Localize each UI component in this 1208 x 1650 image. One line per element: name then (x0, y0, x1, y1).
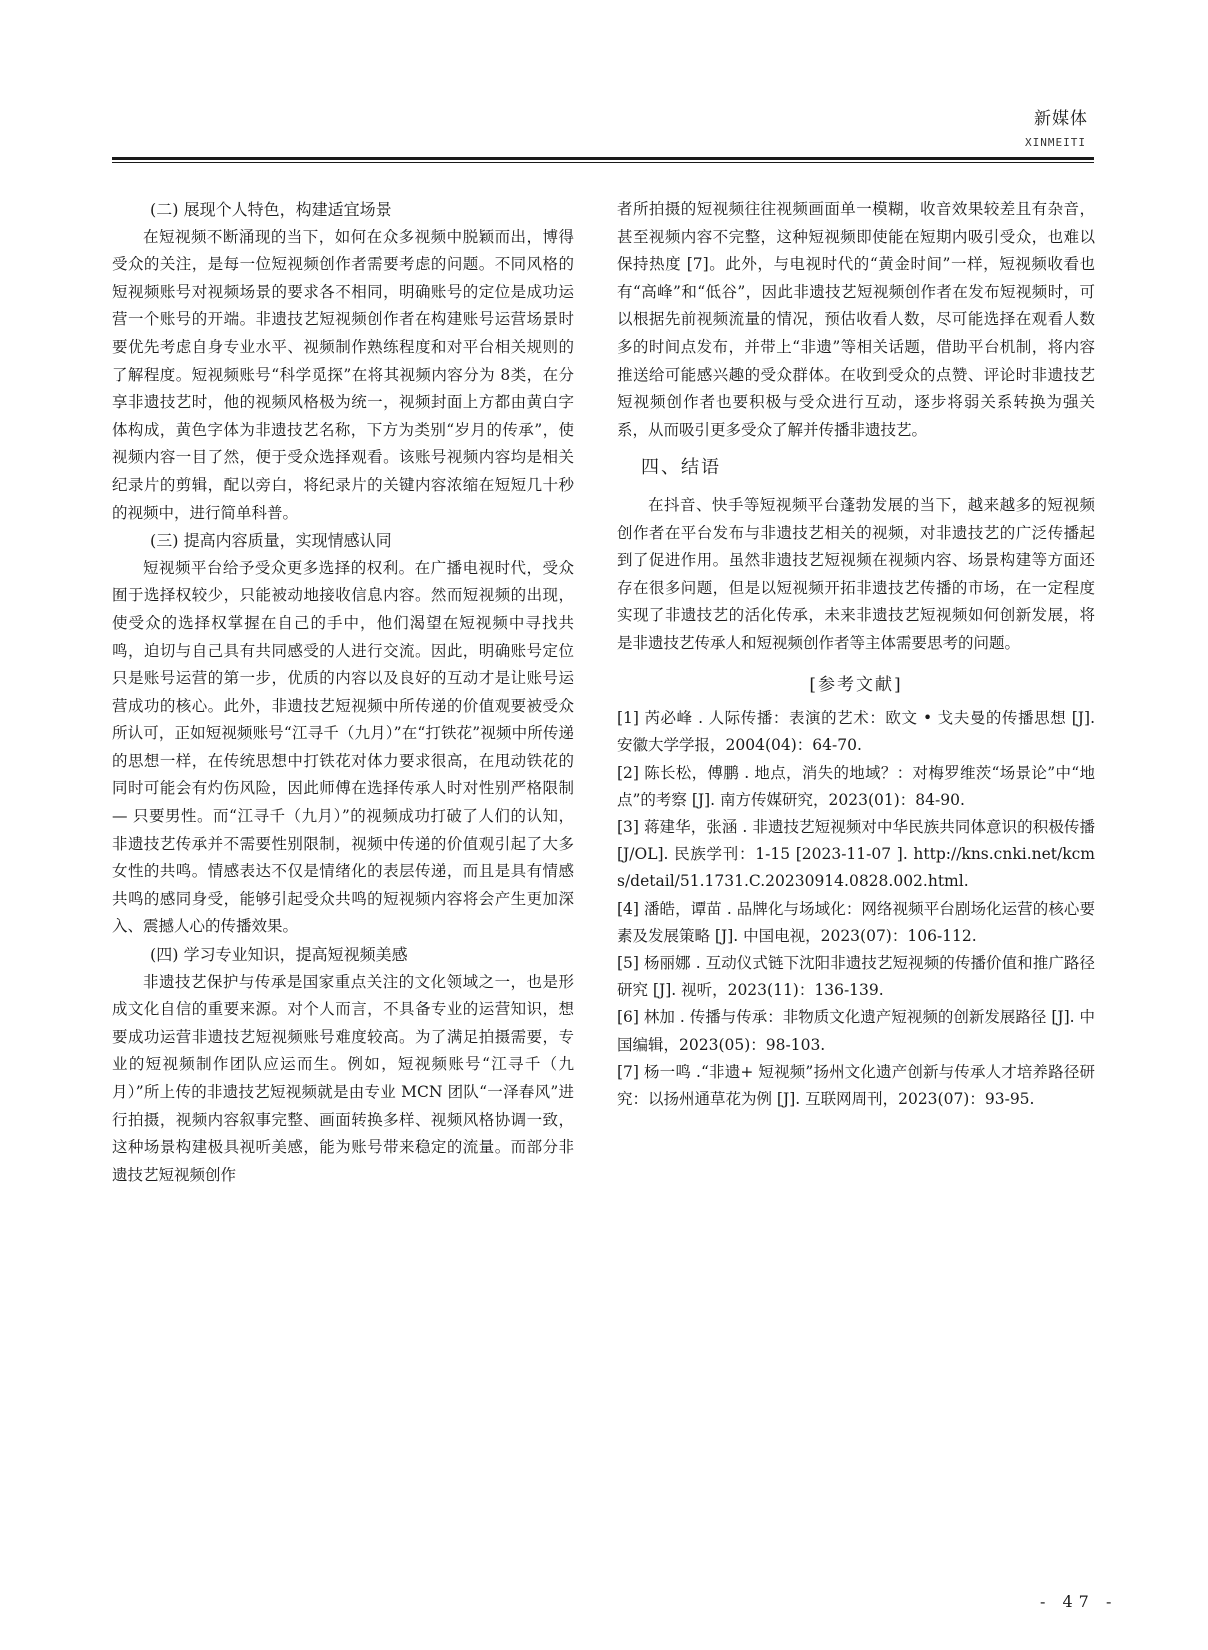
reference-item: [2] 陈长松，傅鹏 . 地点，消失的地域？：对梅罗维茨“场景论”中“地点”的考察 [J]. 南方传媒研究，2023(01)：84-90. (617, 763, 1095, 809)
journal-section-pinyin: XINMEITI (1025, 136, 1086, 149)
reference-item: [5] 杨丽娜 . 互动仪式链下沈阳非遗技艺短视频的传播价值和推广路径研究 [J]. 视听，2023(11)：136-139. (617, 953, 1095, 1000)
section-heading-conclusion: 四、结语 (641, 457, 721, 479)
reference-item: [4] 潘皓，谭苗 . 品牌化与场域化：网络视频平台剧场化运营的核心要素及发展策略 [J]. 中国电视，2023(07)：106-112. (617, 899, 1095, 945)
subsection-heading: (三) 提高内容质量，实现情感认同 (150, 531, 392, 551)
reference-list (617, 705, 1095, 1113)
reference-item: [7] 杨一鸣 .“非遗+ 短视频”扬州文化遗产创新与传承人才培养路径研究：以扬州通草花为例 [J]. 互联网周刊，2023(07)：93-95. (617, 1062, 1095, 1108)
header-rule-thick (112, 157, 1094, 160)
subsection-heading: (二) 展现个人特色，构建适宜场景 (150, 200, 392, 219)
journal-section-title: 新媒体 (1034, 109, 1088, 129)
header-rule-thin (112, 162, 1094, 163)
body-paragraph: 短视频平台给予受众更多选择的权利。在广播电视时代，受众囿于选择权较少，只能被动地接收信息内容。然而短视频的出现，使受众的选择权掌握在自己的手中，他们渴望在短视频中寻找共鸣，迫切与自己具有共同感受的人进行交流。因此，明确账号定位只是账号运营的第一步，优质的内容以及良好的互动才是让账号运营成功的核心。此外，非遗技艺短视频中所传递的价值观要被受众所认可，正如短视频账号“江寻千（九月）”在“打铁花”视频中所传递的思想一样，在传统思想中打铁花对体力要求很高，在甩动铁花的同时可能会有灼伤风险，因此师傅在选择传承人时对性别严格限制 — 只要男性。而“江寻千（九月）”的视频成功打破了人们的认知，非遗技艺传承并不需要性别限制，视频中传递的价值观引起了大多女性的共鸣。情感表达不仅是情绪化的表层传递，而且是具有情感共鸣的感同身受，能够引起受众共鸣的短视频内容将会产生更加深入、震撼人心的传播效果。 (112, 558, 574, 936)
page-number: - 47 - (1040, 1592, 1118, 1611)
right-column (617, 196, 1095, 1113)
left-column (112, 196, 574, 1189)
body-paragraph-continued: 者所拍摄的短视频往往视频画面单一模糊，收音效果较差且有杂音，甚至视频内容不完整，这种短视频即使能在短期内吸引受众，也难以保持热度 [7]。此外，与电视时代的“黄金时间”一样，短视频收看也有“高峰”和“低谷”，因此非遗技艺短视频创作者在发布短视频时，可以根据先前视频流量的情况，预估收看人数，尽可能选择在观看人数多的时间点发布，并带上“非遗”等相关话题，借助平台机制，将内容推送给可能感兴趣的受众群体。在收到受众的点赞、评论时非遗技艺短视频创作者也要积极与受众进行互动，逐步将弱关系转换为强关系，从而吸引更多受众了解并传播非遗技艺。 (617, 200, 1095, 439)
references-heading: [参考文献] (809, 674, 903, 695)
conclusion-paragraph: 在抖音、快手等短视频平台蓬勃发展的当下，越来越多的短视频创作者在平台发布与非遗技艺相关的视频，对非遗技艺的广泛传播起到了促进作用。虽然非遗技艺短视频在视频内容、场景构建等方面还存在很多问题，但是以短视频开拓非遗技艺传播的市场，在一定程度实现了非遗技艺的活化传承，未来非遗技艺短视频如何创新发展，将是非遗技艺传承人和短视频创作者等主体需要思考的问题。 (617, 495, 1095, 652)
body-paragraph: 非遗技艺保护与传承是国家重点关注的文化领域之一，也是形成文化自信的重要来源。对个人而言，不具备专业的运营知识，想要成功运营非遗技艺短视频账号难度较高。为了满足拍摄需要，专业的短视频制作团队应运而生。例如，短视频账号“江寻千（九月）”所上传的非遗技艺短视频就是由专业 MCN 团队“一泽春风”进行拍摄，视频内容叙事完整、画面转换多样、视频风格协调一致，这种场景构建极具视听美感，能为账号带来稳定的流量。而部分非遗技艺短视频创作 (112, 972, 574, 1184)
reference-item: [3] 蒋建华，张涵 . 非遗技艺短视频对中华民族共同体意识的积极传播 [J/OL]. 民族学刊：1-15 [2023-11-07 ]. http://kns.cnki.net/kcms/detail/51.1731.C.20230914.0828.002.html. (617, 817, 1095, 891)
subsection-heading: (四) 学习专业知识，提高短视频美感 (150, 945, 408, 965)
reference-item: [1] 芮必峰 . 人际传播：表演的艺术：欧文 • 戈夫曼的传播思想 [J]. 安徽大学学报，2004(04)：64-70. (617, 709, 1095, 755)
reference-item: [6] 林加 . 传播与传承：非物质文化遗产短视频的创新发展路径 [J]. 中国编辑，2023(05)：98-103. (617, 1008, 1095, 1054)
body-paragraph: 在短视频不断涌现的当下，如何在众多视频中脱颖而出，博得受众的关注，是每一位短视频创作者需要考虑的问题。不同风格的短视频账号对视频场景的要求各不相同，明确账号的定位是成功运营一个账号的开端。非遗技艺短视频创作者在构建账号运营场景时要优先考虑自身专业水平、视频制作熟练程度和对平台相关规则的了解程度。短视频账号“科学觅探”在将其视频内容分为 8类，在分享非遗技艺时，他的视频风格极为统一，视频封面上方都由黄白字体构成，黄色字体为非遗技艺名称，下方为类别“岁月的传承”，使视频内容一目了然，便于受众选择观看。该账号视频内容均是相关纪录片的剪辑，配以旁白，将纪录片的关键内容浓缩在短短几十秒的视频中，进行简单科普。 (112, 227, 574, 522)
